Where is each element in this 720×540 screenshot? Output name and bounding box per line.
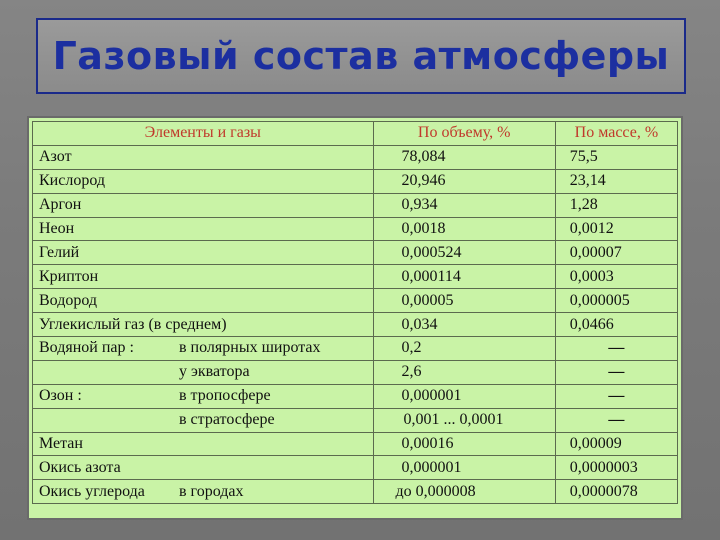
gas-name-cell: [33, 169, 374, 193]
gas-condition: в полярных широтах: [179, 339, 321, 357]
table-row: [33, 432, 678, 456]
table-row: [33, 265, 678, 289]
gas-name: Кислород: [39, 172, 105, 190]
table-row: [33, 408, 678, 432]
gas-composition-table: [32, 121, 678, 504]
gas-name-cell: [33, 145, 374, 169]
gas-name: [39, 412, 179, 428]
gas-condition: в городах: [179, 482, 244, 500]
header-mass: По массе, %: [555, 122, 677, 146]
table-row: [33, 360, 678, 384]
gas-condition: в стратосфере: [179, 411, 275, 429]
volume-percent-cell: 0,00016: [373, 432, 555, 456]
gas-name: Углекислый газ (в среднем): [39, 315, 227, 333]
gas-condition: у экватора: [179, 363, 250, 381]
table-row: [33, 217, 678, 241]
page-title: Газовый состав атмосферы: [52, 34, 670, 78]
gas-name: [39, 364, 179, 380]
header-volume: По объему, %: [373, 122, 555, 146]
mass-percent-cell: 0,000005: [555, 289, 677, 313]
gas-name: Метан: [39, 435, 83, 453]
volume-percent-cell: 0,000001: [373, 384, 555, 408]
title-box: [36, 18, 686, 94]
mass-percent-cell: 0,00009: [555, 432, 677, 456]
table-row: [33, 289, 678, 313]
gas-name-cell: [33, 360, 374, 384]
mass-percent-cell: —: [555, 408, 677, 432]
mass-percent-cell: 0,0466: [555, 313, 677, 337]
mass-percent-cell: 23,14: [555, 169, 677, 193]
table-body: [33, 145, 678, 503]
mass-percent-cell: —: [555, 337, 677, 361]
gas-name: Аргон: [39, 196, 82, 214]
table-row: [33, 384, 678, 408]
table-row: [33, 169, 678, 193]
mass-percent-cell: 0,0000003: [555, 456, 677, 480]
mass-percent-cell: —: [555, 384, 677, 408]
mass-percent-cell: 1,28: [555, 193, 677, 217]
gas-name-cell: [33, 408, 374, 432]
volume-percent-cell: 0,00005: [373, 289, 555, 313]
table-row: [33, 145, 678, 169]
mass-percent-cell: 0,0000078: [555, 480, 677, 504]
gas-name: Криптон: [39, 267, 99, 285]
volume-percent-cell: 0,934: [373, 193, 555, 217]
table-row: [33, 337, 678, 361]
gas-name-cell: [33, 193, 374, 217]
gas-name-cell: [33, 456, 374, 480]
gas-name-cell: [33, 289, 374, 313]
gas-name-cell: [33, 217, 374, 241]
table-row: [33, 193, 678, 217]
gas-name-cell: [33, 432, 374, 456]
volume-percent-cell: 0,034: [373, 313, 555, 337]
table-row: [33, 456, 678, 480]
gas-name-cell: [33, 480, 374, 504]
mass-percent-cell: —: [555, 360, 677, 384]
gas-name: Окись азота: [39, 458, 121, 476]
volume-percent-cell: 2,6: [373, 360, 555, 384]
mass-percent-cell: 0,0003: [555, 265, 677, 289]
gas-condition: в тропосфере: [179, 387, 271, 405]
gas-name: Озон :: [39, 387, 82, 405]
gas-name: Гелий: [39, 243, 80, 261]
gas-name-cell: [33, 313, 374, 337]
volume-percent-cell: 0,000114: [373, 265, 555, 289]
table-row: [33, 480, 678, 504]
volume-percent-cell: 78,084: [373, 145, 555, 169]
mass-percent-cell: 0,0012: [555, 217, 677, 241]
gas-name-cell: [33, 384, 374, 408]
gas-name: Окись углерода: [39, 482, 145, 500]
volume-percent-cell: 20,946: [373, 169, 555, 193]
volume-percent-cell: 0,001 ... 0,0001: [373, 408, 555, 432]
volume-percent-cell: 0,000001: [373, 456, 555, 480]
volume-percent-cell: 0,0018: [373, 217, 555, 241]
gas-name-cell: [33, 241, 374, 265]
volume-percent-cell: 0,2: [373, 337, 555, 361]
mass-percent-cell: 0,00007: [555, 241, 677, 265]
table-row: [33, 241, 678, 265]
gas-composition-table-frame: [27, 116, 683, 520]
table-row: [33, 313, 678, 337]
gas-name: Водяной пар :: [39, 339, 134, 357]
table-header-row: [33, 122, 678, 146]
volume-percent-cell: до 0,000008: [373, 480, 555, 504]
gas-name-cell: [33, 265, 374, 289]
gas-name: Неон: [39, 220, 75, 237]
gas-name: Водород: [39, 291, 98, 309]
volume-percent-cell: 0,000524: [373, 241, 555, 265]
header-elements: Элементы и газы: [33, 122, 374, 146]
gas-name-cell: [33, 337, 374, 361]
mass-percent-cell: 75,5: [555, 145, 677, 169]
gas-name: Азот: [39, 148, 72, 166]
